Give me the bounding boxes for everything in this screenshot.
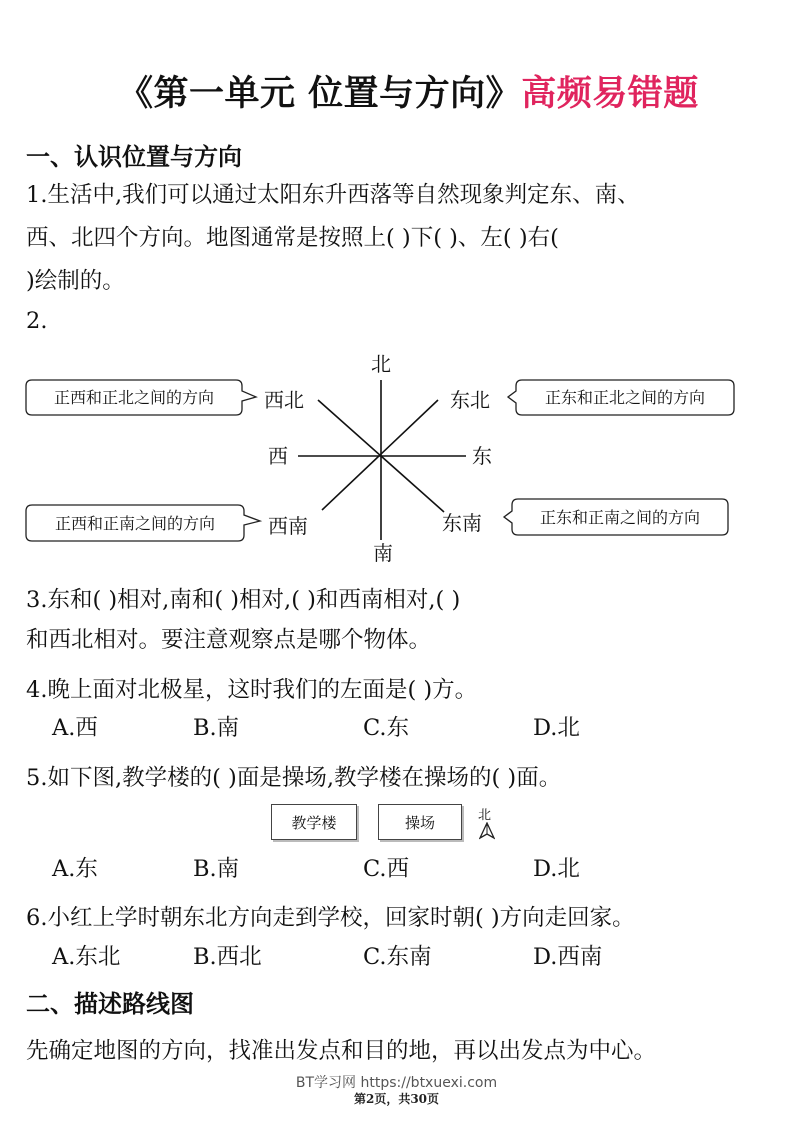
compass-diagram bbox=[0, 345, 793, 570]
q4-option-d: D.北 bbox=[533, 715, 580, 741]
section1-heading: 一、认识位置与方向 bbox=[26, 143, 242, 171]
section2-heading: 二、描述路线图 bbox=[26, 990, 194, 1018]
q1-line1: 1.生活中,我们可以通过太阳东升西落等自然现象判定东、南、 bbox=[26, 182, 640, 208]
q6-option-c: C.东南 bbox=[363, 944, 432, 970]
dir-northeast: 东北 bbox=[450, 388, 490, 412]
dir-east: 东 bbox=[472, 444, 492, 468]
q4-option-c: C.东 bbox=[363, 715, 410, 741]
dir-southeast: 东南 bbox=[442, 511, 482, 535]
q3-line1: 3.东和( )相对,南和( )相对,( )和西南相对,( ) bbox=[26, 587, 461, 613]
dir-northwest: 西北 bbox=[264, 388, 304, 412]
q3-line2: 和西北相对。要注意观察点是哪个物体。 bbox=[26, 627, 432, 653]
title-main: 《第一单元 位置与方向》 bbox=[118, 73, 522, 114]
title-highlight: 高频易错题 bbox=[521, 73, 699, 114]
dir-north: 北 bbox=[371, 352, 391, 376]
page-title bbox=[118, 66, 699, 116]
dir-south: 南 bbox=[373, 541, 393, 565]
footer-site: BT学习网 https://btxuexi.com bbox=[295, 1075, 498, 1091]
q4-stem: 4.晚上面对北极星，这时我们的左面是( )方。 bbox=[26, 677, 478, 703]
q6-option-a: A.东北 bbox=[52, 944, 121, 970]
q5-option-a: A.东 bbox=[52, 856, 98, 882]
q5-option-b: B.南 bbox=[193, 856, 240, 882]
dir-southwest: 西南 bbox=[268, 514, 308, 538]
section2-text: 先确定地图的方向，找准出发点和目的地，再以出发点为中心。 bbox=[26, 1038, 657, 1064]
map-north-label: 北 bbox=[478, 808, 492, 823]
callout-se: 正东和正南之间的方向 bbox=[539, 508, 701, 527]
map-building: 教学楼 bbox=[271, 804, 357, 840]
q1-line3: )绘制的。 bbox=[26, 268, 125, 294]
q6-stem: 6.小红上学时朝东北方向走到学校，回家时朝( )方向走回家。 bbox=[26, 905, 635, 931]
callout-nw: 正西和正北之间的方向 bbox=[53, 388, 215, 407]
map-playground: 操场 bbox=[378, 804, 462, 840]
callout-sw: 正西和正南之间的方向 bbox=[54, 514, 216, 533]
footer-page-number: 第2页，共30页 bbox=[353, 1092, 440, 1106]
q4-option-a: A.西 bbox=[52, 715, 98, 741]
q1-line2: 西、北四个方向。地图通常是按照上( )下( )、左( )右( bbox=[26, 225, 559, 251]
q5-stem: 5.如下图,教学楼的( )面是操场,教学楼在操场的( )面。 bbox=[26, 765, 562, 791]
q5-option-d: D.北 bbox=[533, 856, 580, 882]
q6-option-d: D.西南 bbox=[533, 944, 603, 970]
q5-option-c: C.西 bbox=[363, 856, 410, 882]
callout-ne: 正东和正北之间的方向 bbox=[544, 388, 706, 407]
q2-label: 2. bbox=[26, 308, 48, 334]
north-arrow-icon bbox=[479, 822, 495, 840]
q4-option-b: B.南 bbox=[193, 715, 240, 741]
q6-option-b: B.西北 bbox=[193, 944, 262, 970]
ne-sw-line bbox=[322, 400, 438, 510]
dir-west: 西 bbox=[268, 444, 288, 468]
